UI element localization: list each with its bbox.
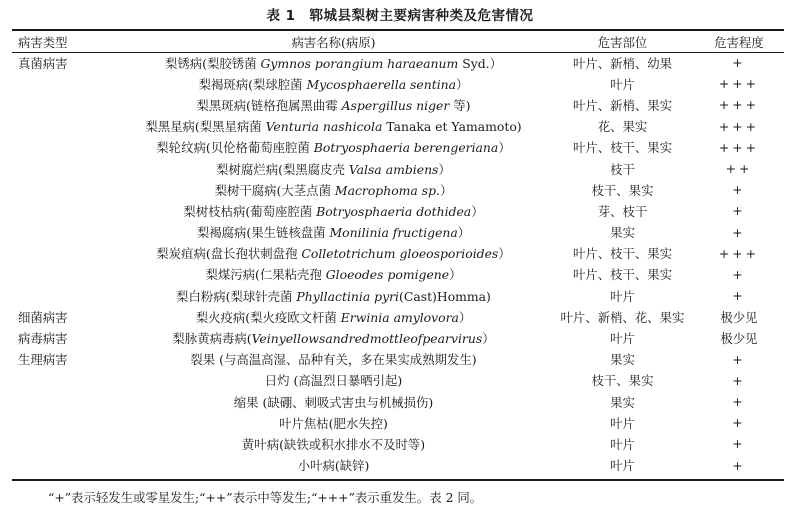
- disease-type-cell: [12, 179, 116, 200]
- disease-name-text: 梨黑斑病(链格孢属黑曲霉: [196, 97, 342, 113]
- disease-name-text: 梨锈病(梨胶锈菌: [165, 55, 261, 71]
- pathogen-scientific-name: Veinyellowsandredmottleofpearvirus: [251, 331, 483, 347]
- disease-type-cell: [12, 158, 116, 179]
- disease-table: [12, 31, 784, 476]
- damage-part-cell: 叶片: [610, 76, 635, 92]
- damage-part-cell: 叶片、枝干、果实: [572, 267, 673, 283]
- table-row: [12, 94, 784, 115]
- disease-name-cell: [116, 433, 551, 454]
- disease-name-text: 梨树腐烂病(梨黑腐皮壳: [216, 161, 349, 177]
- disease-name-cell: [116, 73, 551, 94]
- disease-name-cell: [116, 264, 551, 285]
- disease-name-text: 梨树枝枯病(葡萄座腔菌: [183, 203, 317, 219]
- damage-part-cell: 叶片、新梢、幼果: [572, 55, 673, 71]
- pathogen-scientific-name: Erwinia amylovora: [340, 309, 459, 325]
- disease-type-cell: [12, 455, 116, 476]
- damage-degree-cell: 极少见: [720, 309, 758, 325]
- table-row: [12, 391, 784, 412]
- disease-name-cell: [116, 179, 551, 200]
- disease-name-text: 梨脉黄病毒病(: [172, 331, 252, 347]
- damage-degree-cell: +: [732, 266, 746, 282]
- damage-part-cell: 果实: [610, 352, 635, 368]
- disease-name-suffix: ）: [456, 76, 469, 92]
- damage-degree-cell: +: [732, 55, 746, 71]
- disease-name-cell: [116, 116, 551, 137]
- disease-name-text: 梨白粉病(梨球针壳菌: [176, 288, 297, 304]
- disease-type-cell: [12, 370, 116, 391]
- disease-name-suffix: (Cast)Homma): [399, 288, 491, 304]
- header-damage-part: 危害部位: [597, 34, 648, 50]
- damage-part-cell: 叶片、新梢、花、果实: [560, 309, 685, 325]
- table-row: [12, 158, 784, 179]
- damage-degree-cell: +++: [718, 139, 760, 155]
- disease-name-text: 黄叶病(缺铁或积水排水不及时等): [241, 436, 426, 452]
- pathogen-scientific-name: Monilinia fructigena: [329, 225, 458, 241]
- table-row: [12, 222, 784, 243]
- disease-type-cell: [12, 433, 116, 454]
- table-row: [12, 455, 784, 476]
- disease-name-suffix: 等): [449, 97, 471, 113]
- disease-name-cell: [116, 243, 551, 264]
- damage-degree-cell: +: [732, 394, 746, 410]
- pathogen-scientific-name: Gymnos porangium haraeanum: [260, 55, 459, 71]
- header-damage-degree: 危害程度: [714, 34, 764, 50]
- disease-name-cell: [116, 349, 551, 370]
- damage-part-cell: 花、果实: [597, 119, 648, 135]
- damage-degree-cell: ++: [725, 161, 753, 177]
- disease-type-cell: [12, 412, 116, 433]
- table-row: [12, 412, 784, 433]
- table-row: [12, 285, 784, 306]
- disease-name-text: 梨火疫病(梨火疫欧文杆菌: [195, 309, 341, 325]
- pathogen-scientific-name: Gloeodes pomigene: [325, 267, 450, 283]
- damage-degree-cell: +: [732, 415, 746, 431]
- damage-part-cell: 叶片: [610, 415, 635, 431]
- damage-part-cell: 枝干、果实: [591, 182, 654, 198]
- damage-part-cell: 叶片、枝干、果实: [572, 246, 673, 262]
- table-row: [12, 243, 784, 264]
- disease-name-suffix: ）: [458, 309, 472, 325]
- disease-type-cell: [12, 116, 116, 137]
- disease-type-cell: [12, 137, 116, 158]
- damage-degree-cell: +++: [718, 118, 760, 134]
- disease-type-cell: [12, 222, 116, 243]
- table-row: [12, 264, 784, 285]
- disease-name-suffix: ）: [449, 267, 462, 283]
- damage-degree-cell: +++: [718, 97, 760, 113]
- disease-name-text: 梨黑星病(梨黑星病菌: [145, 119, 266, 135]
- disease-name-cell: [116, 455, 551, 476]
- disease-name-text: 梨褐腐病(果生链核盘菌: [196, 225, 330, 241]
- table-footnote: “+”表示轻发生或零星发生;“++”表示中等发生;“+++”表示重发生。表 2 同。: [48, 490, 483, 505]
- disease-type-cell: [12, 94, 116, 115]
- disease-name-cell: [116, 137, 551, 158]
- damage-part-cell: 叶片: [610, 458, 635, 474]
- pathogen-scientific-name: Phyllactinia pyri: [296, 288, 400, 304]
- table-row: [12, 433, 784, 454]
- table-header-row: [12, 31, 784, 52]
- table-row: [12, 52, 784, 73]
- disease-name-cell: [116, 327, 551, 348]
- disease-type-cell: 细菌病害: [18, 309, 68, 325]
- disease-name-text: 小叶病(缺锌): [297, 458, 370, 474]
- damage-part-cell: 果实: [610, 394, 635, 410]
- disease-name-suffix: Tanaka et Yamamoto): [382, 119, 522, 135]
- disease-type-cell: 病毒病害: [18, 331, 68, 347]
- disease-name-suffix: ）: [439, 182, 453, 198]
- disease-name-text: 叶片焦枯(肥水失控): [279, 415, 388, 431]
- disease-name-suffix: ）: [457, 225, 471, 241]
- disease-name-suffix: ）: [482, 331, 495, 347]
- disease-name-cell: [116, 52, 551, 73]
- damage-degree-cell: +: [732, 288, 746, 304]
- damage-degree-cell: +: [732, 436, 746, 452]
- disease-name-suffix: ）: [498, 140, 511, 156]
- damage-part-cell: 果实: [610, 225, 635, 241]
- damage-part-cell: 叶片: [610, 331, 635, 347]
- disease-name-text: 日灼 (高温烈日暴晒引起): [264, 373, 403, 389]
- damage-part-cell: 枝干、果实: [591, 373, 654, 389]
- table-row: [12, 306, 784, 327]
- disease-type-cell: [12, 264, 116, 285]
- disease-type-cell: [12, 243, 116, 264]
- pathogen-scientific-name: Colletotrichum gloeosporioides: [301, 246, 499, 262]
- disease-name-suffix: Syd.）: [458, 55, 502, 71]
- damage-degree-cell: +: [732, 372, 746, 388]
- damage-degree-cell: +++: [718, 76, 760, 92]
- disease-name-suffix: ）: [438, 161, 451, 177]
- damage-degree-cell: 极少见: [720, 331, 758, 347]
- disease-name-text: 梨轮纹病(贝伦格葡萄座腔菌: [156, 140, 314, 156]
- table-row: [12, 137, 784, 158]
- disease-type-cell: 真菌病害: [18, 55, 68, 71]
- disease-type-cell: [12, 73, 116, 94]
- damage-degree-cell: +: [732, 457, 746, 473]
- disease-name-cell: [116, 94, 551, 115]
- damage-part-cell: 叶片: [610, 436, 635, 452]
- pathogen-scientific-name: Mycosphaerella sentina: [306, 76, 457, 92]
- damage-part-cell: 叶片、枝干、果实: [572, 140, 673, 156]
- pathogen-scientific-name: Valsa ambiens: [348, 161, 439, 177]
- header-disease-type: 病害类型: [18, 34, 68, 50]
- pathogen-scientific-name: Macrophoma sp.: [334, 182, 440, 198]
- damage-part-cell: 枝干: [610, 161, 635, 177]
- header-disease-name: 病害名称(病原): [291, 34, 376, 50]
- disease-name-cell: [116, 285, 551, 306]
- disease-name-cell: [116, 200, 551, 221]
- damage-degree-cell: +: [732, 351, 746, 367]
- table-row: [12, 327, 784, 348]
- table-row: [12, 116, 784, 137]
- pathogen-scientific-name: Botryosphaeria dothidea: [316, 203, 472, 219]
- disease-type-cell: [12, 391, 116, 412]
- table-row: [12, 73, 784, 94]
- damage-part-cell: 芽、枝干: [597, 203, 648, 219]
- damage-degree-cell: +: [732, 224, 746, 240]
- table-row: [12, 370, 784, 391]
- disease-name-text: 梨炭疽病(盘长孢状刺盘孢: [156, 246, 302, 262]
- table-row: [12, 200, 784, 221]
- damage-part-cell: 叶片、新梢、果实: [572, 97, 673, 113]
- disease-name-cell: [116, 370, 551, 391]
- damage-degree-cell: +: [732, 182, 746, 198]
- disease-name-text: 梨树干腐病(大茎点菌: [214, 182, 335, 198]
- disease-type-cell: [12, 285, 116, 306]
- disease-type-cell: 生理病害: [18, 352, 68, 368]
- damage-degree-cell: +++: [718, 245, 760, 261]
- disease-name-cell: [116, 391, 551, 412]
- damage-part-cell: 叶片: [610, 288, 635, 304]
- disease-name-text: 梨褐斑病(梨球腔菌: [198, 76, 307, 92]
- disease-name-suffix: ）: [498, 246, 511, 262]
- table-caption: 表 1 郓城县梨树主要病害种类及危害情况: [266, 8, 534, 24]
- disease-name-cell: [116, 222, 551, 243]
- disease-name-text: 缩果 (缺硼、刺吸式害虫与机械损伤): [233, 394, 434, 410]
- table-row: [12, 349, 784, 370]
- disease-name-cell: [116, 158, 551, 179]
- pathogen-scientific-name: Botryosphaeria berengeriana: [313, 140, 499, 156]
- disease-name-text: 梨煤污病(仁果粘壳孢: [205, 267, 326, 283]
- pathogen-scientific-name: Venturia nashicola: [265, 119, 383, 135]
- pathogen-scientific-name: Aspergillus niger: [341, 97, 450, 113]
- disease-name-cell: [116, 412, 551, 433]
- table-row: [12, 179, 784, 200]
- damage-degree-cell: +: [732, 203, 746, 219]
- disease-name-suffix: ）: [471, 203, 484, 219]
- disease-name-text: 裂果 (与高温高湿、品种有关，多在果实成熟期发生): [190, 352, 477, 368]
- disease-name-cell: [116, 306, 551, 327]
- table-bottom-rule: [12, 479, 784, 481]
- disease-type-cell: [12, 200, 116, 221]
